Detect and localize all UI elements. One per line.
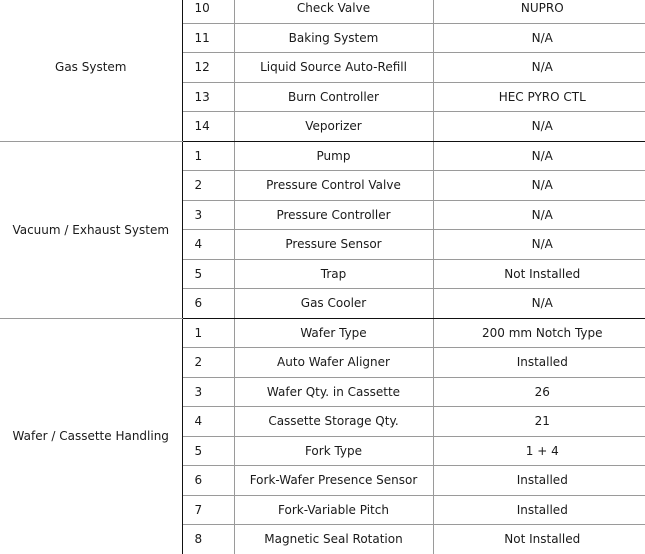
row-number-cell: 2 (182, 171, 234, 201)
item-name-cell: Gas Cooler (234, 289, 433, 319)
item-name-cell: Pressure Controller (234, 200, 433, 230)
item-name-cell: Fork Type (234, 436, 433, 466)
item-value-cell: 200 mm Notch Type (433, 318, 645, 348)
item-value-cell: Not Installed (433, 259, 645, 289)
row-number-cell: 10 (182, 0, 234, 23)
item-value-cell: N/A (433, 112, 645, 142)
row-number-cell: 1 (182, 141, 234, 171)
item-value-cell: N/A (433, 23, 645, 53)
item-name-cell: Pressure Control Valve (234, 171, 433, 201)
item-name-cell: Wafer Qty. in Cassette (234, 377, 433, 407)
row-number-cell: 6 (182, 289, 234, 319)
item-name-cell: Pump (234, 141, 433, 171)
row-number-cell: 5 (182, 259, 234, 289)
row-number-cell: 8 (182, 525, 234, 554)
row-number-cell: 14 (182, 112, 234, 142)
item-value-cell: Installed (433, 466, 645, 496)
item-value-cell: Not Installed (504, 532, 581, 547)
item-value-cell: N/A (433, 289, 645, 319)
row-number-cell: 12 (182, 53, 234, 83)
row-number-cell: 11 (182, 23, 234, 53)
item-value-cell: N/A (433, 171, 645, 201)
item-name-cell: Auto Wafer Aligner (234, 348, 433, 378)
item-value-cell: 21 (433, 407, 645, 437)
item-value-cell: Installed (433, 348, 645, 378)
item-name-cell: Trap (234, 259, 433, 289)
table-row (0, 141, 645, 171)
item-name-cell: Magnetic Seal Rotation (234, 525, 433, 554)
item-value-cell: 26 (433, 377, 645, 407)
item-value-cell: N/A (433, 53, 645, 83)
row-number-cell: 1 (182, 318, 234, 348)
table-row (0, 0, 645, 23)
row-number-cell: 6 (182, 466, 234, 496)
row-number-cell: 4 (182, 230, 234, 260)
item-name-cell: Fork-Wafer Presence Sensor (234, 466, 433, 496)
item-name-cell: Check Valve (234, 0, 433, 23)
item-name-cell: Cassette Storage Qty. (234, 407, 433, 437)
item-value-cell: N/A (433, 230, 645, 260)
category-cell: Vacuum / Exhaust System (0, 141, 182, 318)
row-number-cell: 4 (182, 407, 234, 437)
item-name-cell: Veporizer (234, 112, 433, 142)
row-number-cell: 13 (182, 82, 234, 112)
row-number-cell: 3 (182, 377, 234, 407)
table-row (0, 318, 645, 348)
item-name-cell: Wafer Type (234, 318, 433, 348)
row-number-cell: 3 (182, 200, 234, 230)
item-value-cell: Installed (433, 495, 645, 525)
item-value-cell: N/A (433, 200, 645, 230)
row-number-cell: 5 (182, 436, 234, 466)
item-name-cell: Pressure Sensor (234, 230, 433, 260)
item-value-cell: HEC PYRO CTL (433, 82, 645, 112)
row-number-cell: 2 (182, 348, 234, 378)
item-value-cell: 1 + 4 (433, 436, 645, 466)
row-number-cell: 7 (182, 495, 234, 525)
item-value-cell: NUPRO (433, 0, 645, 23)
item-value-cell: N/A (433, 141, 645, 171)
item-name-cell: Burn Controller (234, 82, 433, 112)
category-cell: Gas System (0, 0, 182, 141)
item-name-cell: Liquid Source Auto-Refill (234, 53, 433, 83)
item-name-cell: Baking System (234, 23, 433, 53)
item-name-cell: Fork-Variable Pitch (234, 495, 433, 525)
category-cell: Wafer / Cassette Handling (0, 318, 182, 554)
